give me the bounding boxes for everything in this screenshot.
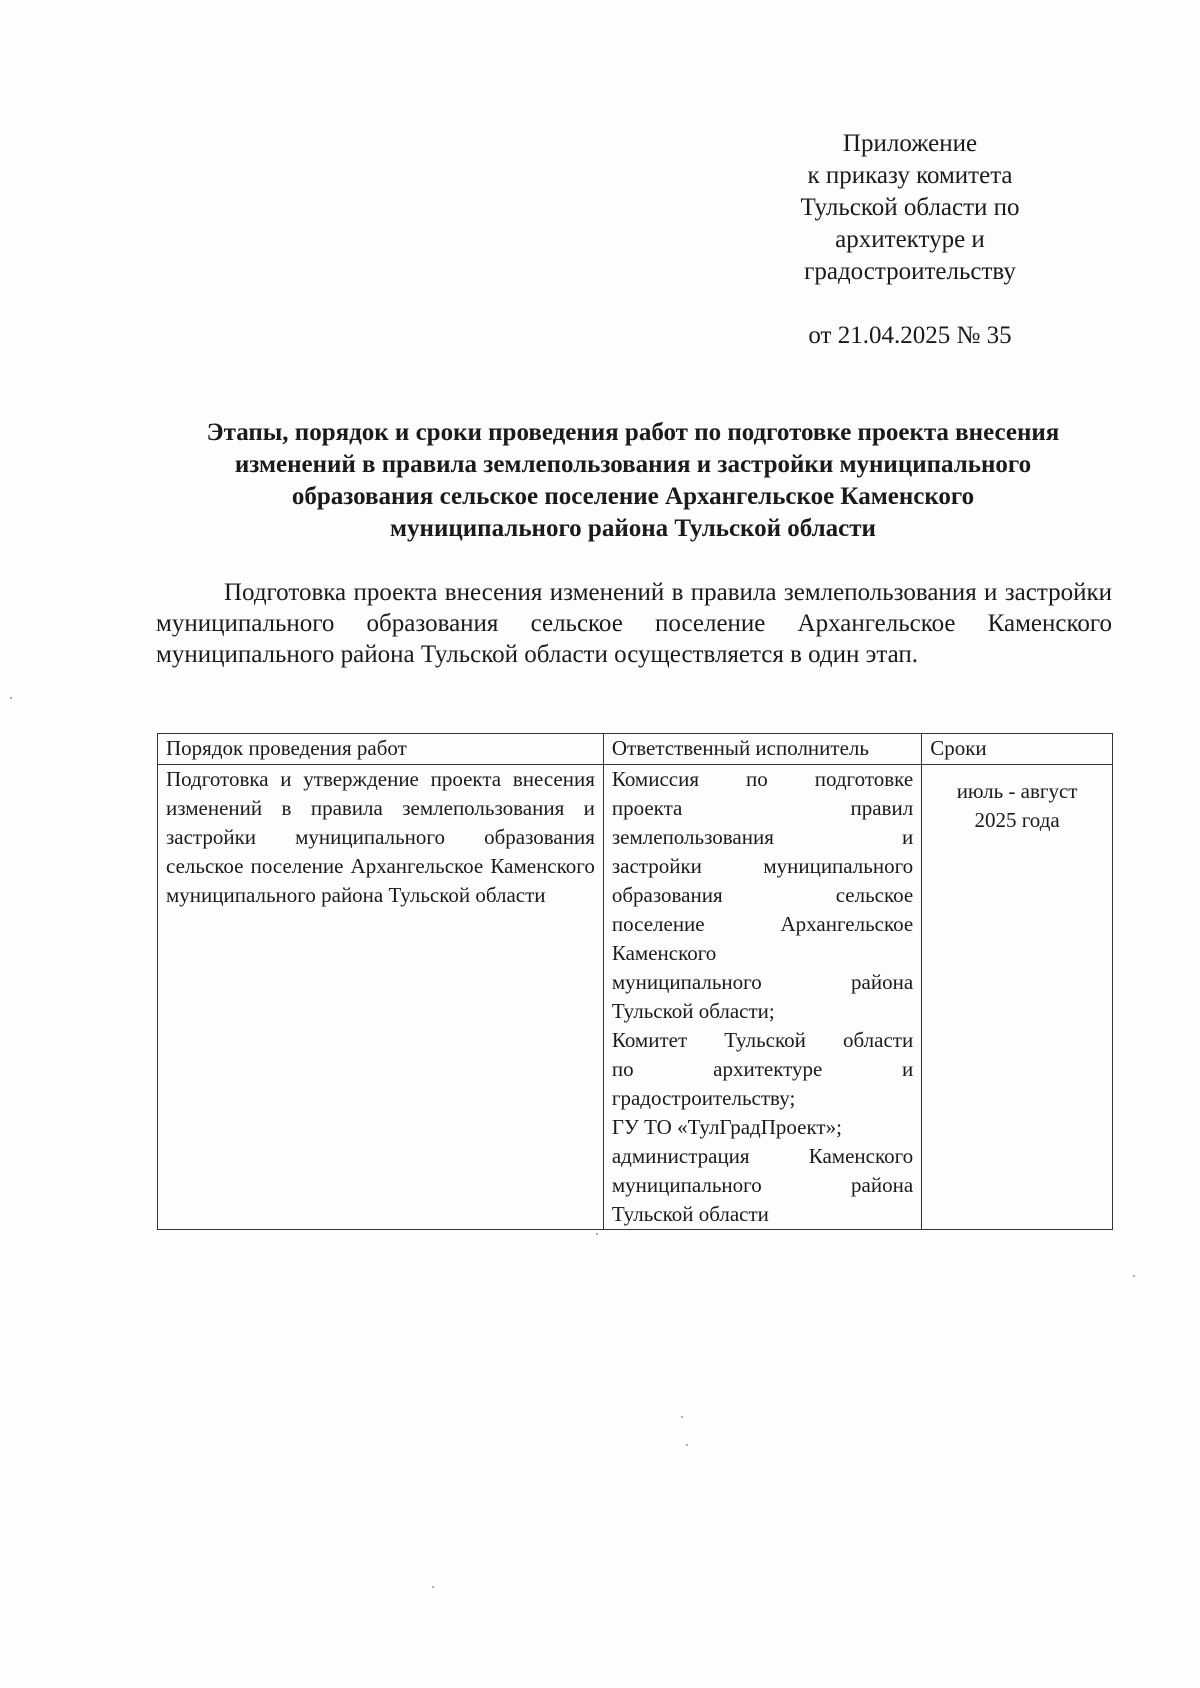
header-order: Порядок проведения работ bbox=[158, 734, 604, 765]
appendix-line: градостроительству bbox=[804, 258, 1016, 285]
term-text bbox=[942, 765, 1092, 835]
appendix-line: Приложение bbox=[842, 130, 978, 157]
executor-line: Каменского bbox=[611, 941, 717, 965]
executor-line: муниципального района bbox=[611, 970, 914, 994]
executor-line: Тульской области; bbox=[611, 999, 775, 1023]
executor-line: поселение Архангельское bbox=[611, 912, 914, 936]
appendix-date: от 21.04.2025 № 35 bbox=[808, 322, 1012, 349]
appendix-line: к приказу комитета bbox=[807, 162, 1013, 189]
scan-speck bbox=[1133, 1275, 1135, 1277]
executor-line: Тульской области bbox=[611, 1202, 769, 1226]
executor-line: Комиссия по подготовке bbox=[611, 767, 914, 791]
title-line: образования сельское поселение Архангельское Каменского bbox=[291, 483, 975, 510]
header-executor: Ответственный исполнитель bbox=[603, 734, 921, 765]
executor-line: проекта правил bbox=[611, 796, 914, 820]
document-title bbox=[150, 417, 1116, 545]
appendix-block bbox=[760, 128, 1060, 288]
table-header-row bbox=[158, 734, 1113, 765]
executor-line: образования сельское bbox=[611, 883, 914, 907]
executor-line: муниципального района bbox=[611, 1173, 914, 1197]
executor-line: Комитет Тульской области bbox=[611, 1028, 914, 1052]
scan-speck bbox=[681, 1416, 683, 1418]
scan-speck bbox=[596, 1233, 598, 1235]
works-table bbox=[157, 733, 1113, 1230]
term-line: 2025 года bbox=[974, 808, 1060, 832]
appendix-line: Тульской области по bbox=[800, 194, 1020, 221]
executor-line: по архитектуре и bbox=[611, 1057, 914, 1081]
title-line: изменений в правила землепользования и застройки муниципального bbox=[234, 451, 1032, 478]
header-term: Сроки bbox=[922, 734, 1113, 765]
appendix-line: архитектуре и bbox=[835, 226, 985, 253]
intro-paragraph: Подготовка проекта внесения изменений в правила землепользования и застройки муниципального образования сельское поселение Архангельское Каменского муниципального района Тульской области осуществляется в один этап. bbox=[156, 579, 1112, 668]
executor-line: градостроительству; bbox=[611, 1086, 796, 1110]
cell-order: Подготовка и утверждение проекта внесения изменений в правила землепользования и застройки муниципального образования сельское поселение Архангельское Каменского муниципального района Тульской области bbox=[158, 765, 604, 1230]
scan-speck bbox=[432, 1586, 434, 1588]
cell-executor bbox=[603, 765, 921, 1230]
title-line: муниципального района Тульской области bbox=[390, 515, 876, 542]
scan-speck bbox=[686, 1444, 688, 1446]
scan-speck bbox=[10, 697, 12, 699]
title-line: Этапы, порядок и сроки проведения работ по подготовке проекта внесения bbox=[206, 419, 1060, 446]
term-line: июль - август bbox=[956, 779, 1078, 803]
executor-line: застройки муниципального bbox=[611, 854, 914, 878]
cell-term bbox=[922, 765, 1113, 1230]
executor-line: ГУ ТО «ТулГрадПроект»; bbox=[611, 1115, 842, 1139]
table-row bbox=[158, 765, 1113, 1230]
executor-line: администрация Каменского bbox=[611, 1144, 914, 1168]
executor-line: землепользования и bbox=[611, 825, 914, 849]
